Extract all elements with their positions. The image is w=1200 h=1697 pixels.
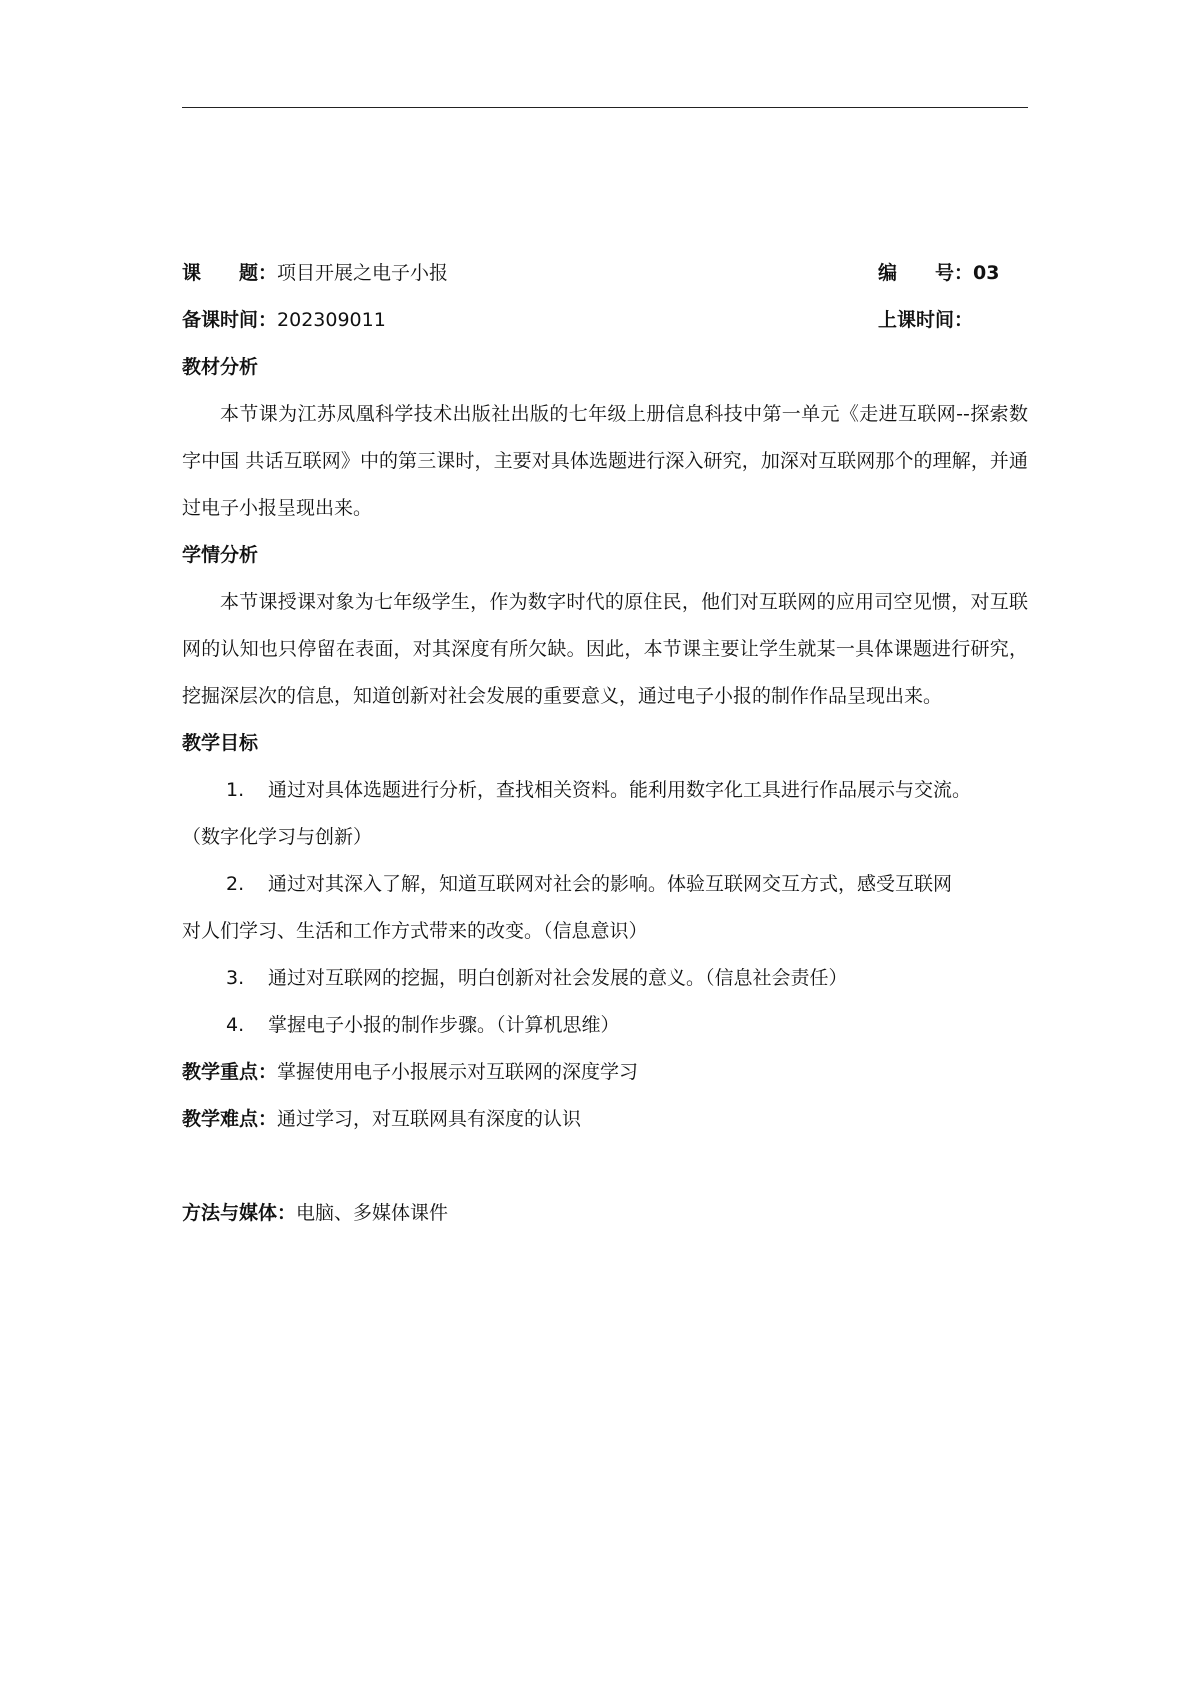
media-value: 电脑、多媒体课件 xyxy=(296,1202,449,1224)
topic-label: 课 题： xyxy=(182,262,278,284)
class-time-block xyxy=(878,297,973,344)
goal-text-line1: 通过对具体选题进行分析，查找相关资料。能利用数字化工具进行作品展示与交流。 xyxy=(268,779,972,801)
goal-number: 3. xyxy=(226,967,245,989)
difficulty-label: 教学难点： xyxy=(182,1108,278,1130)
lesson-plan xyxy=(182,250,1028,1237)
material-title: 教材分析 xyxy=(182,356,259,378)
class-time-label: 上课时间： xyxy=(878,309,974,331)
goal-number: 1. xyxy=(226,779,245,801)
goal-text-line1: 掌握电子小报的制作步骤。（计算机思维） xyxy=(268,1014,620,1036)
goal-item xyxy=(182,1002,1028,1049)
media-label: 方法与媒体： xyxy=(182,1202,297,1224)
header-rule xyxy=(182,107,1028,108)
goal-item xyxy=(182,861,1028,955)
prep-time-label: 备课时间： xyxy=(182,309,278,331)
topic-value: 项目开展之电子小报 xyxy=(277,262,449,284)
topic-row xyxy=(182,250,1028,297)
goal-text-line1: 通过对互联网的挖掘，明白创新对社会发展的意义。（信息社会责任） xyxy=(268,967,848,989)
key-point-value: 掌握使用电子小报展示对互联网的深度学习 xyxy=(277,1061,639,1083)
students-title: 学情分析 xyxy=(182,544,259,566)
goal-text-line2: （数字化学习与创新） xyxy=(182,826,373,848)
key-point-row xyxy=(182,1049,1028,1096)
difficulty-row xyxy=(182,1096,1028,1143)
goal-text-line1: 通过对其深入了解，知道互联网对社会的影响。体验互联网交互方式，感受互联网 xyxy=(268,873,953,895)
goals-title: 教学目标 xyxy=(182,732,259,754)
goal-item xyxy=(182,767,1028,861)
time-row xyxy=(182,297,1028,344)
spacer xyxy=(182,1143,1028,1190)
number-value: 03 xyxy=(973,262,1000,284)
prep-time-value: 202309011 xyxy=(277,309,386,331)
goal-number: 2. xyxy=(226,873,245,895)
material-text: 本节课为江苏凤凰科学技术出版社出版的七年级上册信息科技中第一单元《走进互联网--探索数字中国 共话互联网》中的第三课时，主要对具体选题进行深入研究，加深对互联网那个的理解，并通过电子小报呈现出来。 xyxy=(182,403,1028,519)
number-block xyxy=(878,250,999,297)
goal-item xyxy=(182,955,1028,1002)
difficulty-value: 通过学习，对互联网具有深度的认识 xyxy=(277,1108,582,1130)
number-label: 编 号： xyxy=(878,262,974,284)
media-row xyxy=(182,1190,1028,1237)
key-point-label: 教学重点： xyxy=(182,1061,278,1083)
students-text: 本节课授课对象为七年级学生，作为数字时代的原住民，他们对互联网的应用司空见惯，对互联网的认知也只停留在表面，对其深度有所欠缺。因此，本节课主要让学生就某一具体课题进行研究，挖掘深层次的信息，知道创新对社会发展的重要意义，通过电子小报的制作作品呈现出来。 xyxy=(182,591,1028,707)
goal-number: 4. xyxy=(226,1014,245,1036)
goal-text-line2: 对人们学习、生活和工作方式带来的改变。（信息意识） xyxy=(182,920,648,942)
